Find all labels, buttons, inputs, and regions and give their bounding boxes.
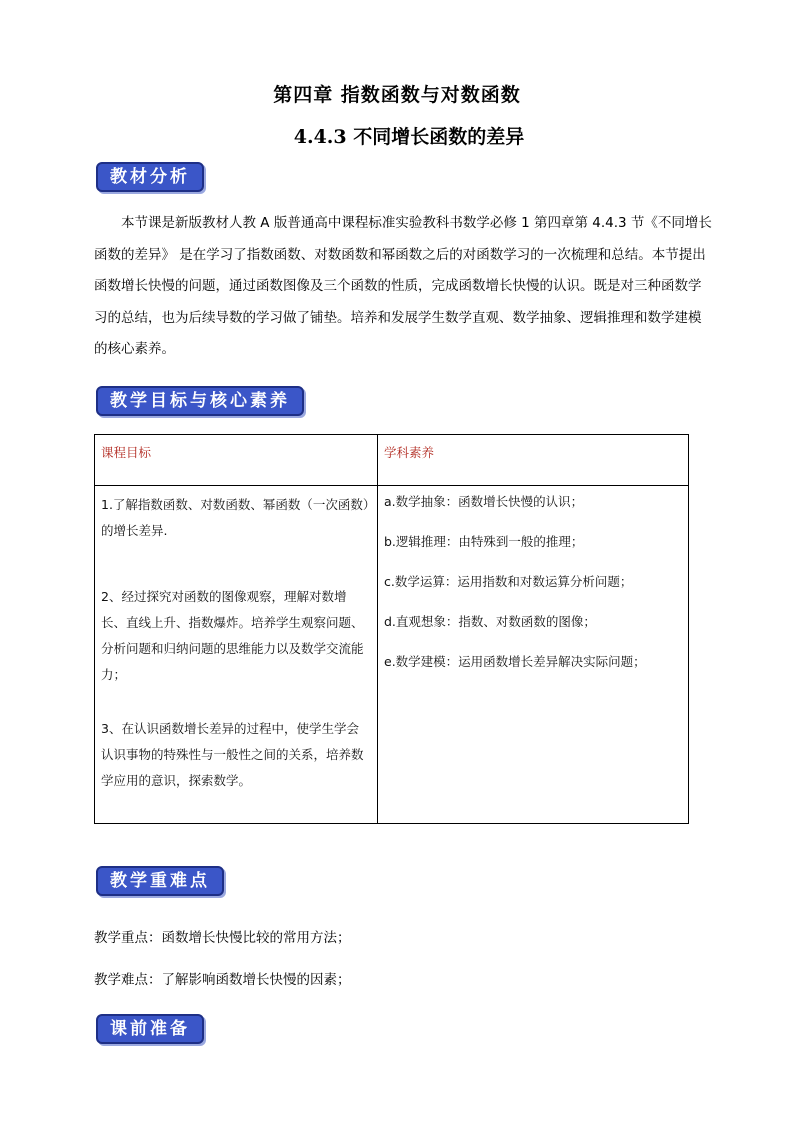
badge-textbook-analysis: 教材分析 xyxy=(96,162,204,192)
literacy-item-c: c.数学运算：运用指数和对数运算分析问题； xyxy=(384,574,633,589)
section-title: 4.4.3 不同增长函数的差异 xyxy=(293,126,525,148)
goal-item-3: 3、在认识函数增长差异的过程中，使学生学会认识事物的特殊性与一般性之间的关系，培养数学应用的意识，探索数学。 xyxy=(101,721,364,788)
header-course-goals: 课程目标 xyxy=(95,435,378,486)
literacy-item-d: d.直观想象：指数、对数函数的图像； xyxy=(384,614,596,629)
goal-item-1: 1.了解指数函数、对数函数、幂函数（一次函数）的增长差异. xyxy=(101,497,370,538)
literacy-item-a: a.数学抽象：函数增长快慢的认识； xyxy=(384,494,584,509)
key-point-text: 教学重点：函数增长快慢比较的常用方法； xyxy=(94,930,351,946)
badge-key-difficult-points: 教学重难点 xyxy=(96,866,224,896)
goal-item-2: 2、经过探究对函数的图像观察，理解对数增长、直线上升、指数爆炸。培养学生观察问题、分析问题和归纳问题的思维能力以及数学交流能力； xyxy=(101,589,364,682)
analysis-paragraph: 本节课是新版教材人教 A 版普通高中课程标准实验教科书数学必修 1 第四章第 4.4.3 节《不同增长函数的差异》 是在学习了指数函数、对数函数和幂函数之后的对函数学习的一次梳理和总结。本节提出函数增长快慢的问题，通过函数图像及三个函数的性质，完成函数增长快慢的认识。既是对三种函数学习的总结，也为后续导数的学习做了铺垫。培养和发展学生数学直观、数学抽象、逻辑推理和数学建模的核心素养。 xyxy=(94,215,712,357)
table-row xyxy=(95,486,689,824)
chapter-title: 第四章 指数函数与对数函数 xyxy=(273,84,521,106)
goals-cell xyxy=(95,486,378,824)
badge-class-preparation: 课前准备 xyxy=(96,1014,204,1044)
badge-teaching-goals: 教学目标与核心素养 xyxy=(96,386,304,416)
literacy-cell xyxy=(378,486,689,824)
literacy-item-e: e.数学建模：运用函数增长差异解决实际问题； xyxy=(384,654,646,669)
header-subject-literacy: 学科素养 xyxy=(378,435,689,486)
table-header-row xyxy=(95,435,689,486)
literacy-item-b: b.逻辑推理：由特殊到一般的推理； xyxy=(384,534,584,549)
difficult-point-text: 教学难点：了解影响函数增长快慢的因素； xyxy=(94,972,351,988)
goals-table xyxy=(94,434,689,824)
